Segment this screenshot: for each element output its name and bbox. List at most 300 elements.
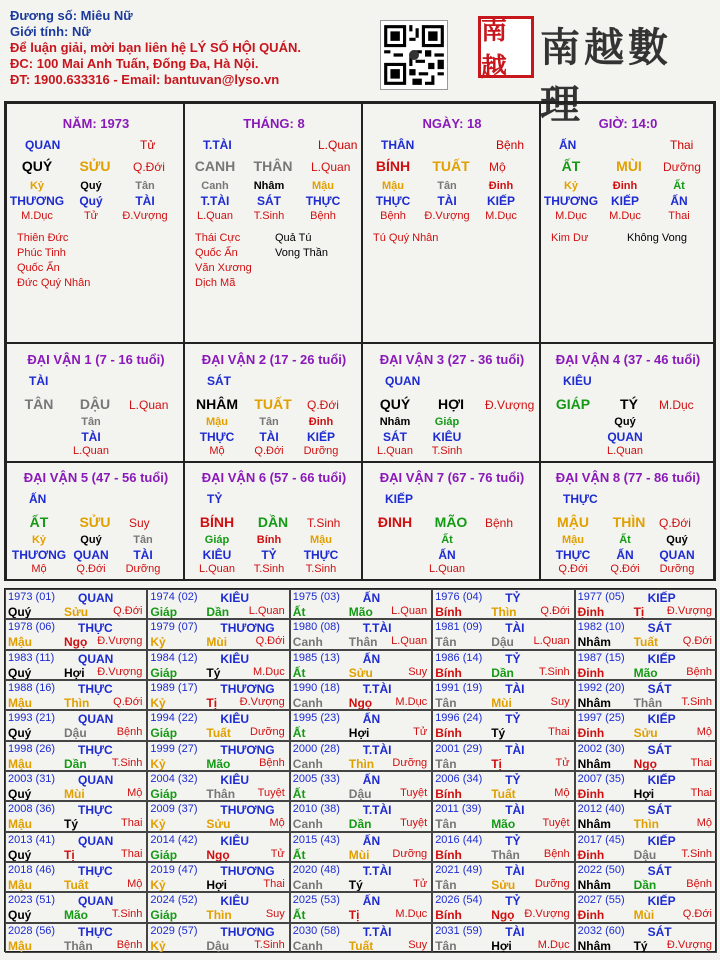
year-cell <box>575 892 717 922</box>
hidden-stem: Quý <box>666 534 688 546</box>
year-branch: Ngọ <box>64 635 88 650</box>
year-stem: Ất <box>292 908 306 923</box>
hidden-status: M.Dục <box>485 210 517 222</box>
pillar-branch: THÂN <box>253 158 293 174</box>
hidden-god: SÁT <box>383 430 407 444</box>
luck-rel: Suy <box>129 516 150 530</box>
hidden-god: SÁT <box>257 194 281 208</box>
year-status: T.Sinh <box>111 756 143 769</box>
year-cell <box>5 710 147 740</box>
year-status: Mộ <box>127 786 143 799</box>
year-god: TỶ <box>505 591 521 605</box>
year-cell <box>432 801 574 831</box>
hidden-stem: Nhâm <box>379 416 411 428</box>
year-cell <box>575 832 717 862</box>
year-status: Tử <box>270 847 285 860</box>
pillar-status: Tử <box>140 138 156 152</box>
year-status: Đ.Vượng <box>524 908 570 921</box>
year-god: THƯƠNG <box>220 924 275 939</box>
year-branch: Tuất <box>206 726 231 741</box>
year-god: THƯƠNG <box>220 863 275 878</box>
year-god: QUAN <box>78 894 114 909</box>
pillar-title: THÁNG: 8 <box>243 116 305 131</box>
year-status: Suy <box>265 908 285 921</box>
year-stem: Kỷ <box>150 635 166 650</box>
hidden-god: THỰC <box>375 194 411 208</box>
luck-pillar-5 <box>6 461 184 581</box>
year-cell <box>290 923 432 953</box>
hidden-status: Bệnh <box>310 210 336 222</box>
hidden-status: T.Sinh <box>253 563 285 575</box>
year-stem: Bính <box>435 786 462 801</box>
hidden-stem: Quý <box>80 534 102 546</box>
luck-stem: MẬU <box>557 514 589 530</box>
hidden-god: THƯƠNG <box>543 194 599 208</box>
year-god: TỶ <box>505 894 521 909</box>
luck-rel: Q.Đới <box>659 516 691 530</box>
year-stem: Đinh <box>577 847 605 862</box>
hidden-stem: Tân <box>133 534 153 546</box>
address-line: ĐC: 100 Mai Anh Tuấn, Đống Đa, Hà Nội. <box>10 56 259 71</box>
year-branch: Hợi <box>491 938 512 953</box>
year-status: T.Sinh <box>254 938 285 951</box>
year-stem: Ất <box>292 726 306 741</box>
pillar-title: GIỜ: 14:0 <box>598 116 658 131</box>
year-status: Đ.Vượng <box>666 605 712 617</box>
year-god: QUAN <box>78 712 114 727</box>
year-label: 1986 (14) <box>435 651 483 664</box>
year-stem: Nhâm <box>577 817 611 832</box>
year-cell <box>147 619 289 649</box>
year-cell <box>147 862 289 892</box>
year-stem: Quý <box>8 665 32 680</box>
year-branch: Tý <box>633 938 648 953</box>
year-cell <box>575 650 717 680</box>
year-label: 1976 (04) <box>435 591 483 603</box>
luck-stem: GIÁP <box>555 396 591 412</box>
hidden-stem: Ất <box>441 534 453 546</box>
year-stem: Tân <box>435 695 457 710</box>
year-cell <box>290 680 432 710</box>
year-branch: Thân <box>633 695 663 710</box>
year-stem: Kỷ <box>150 695 166 710</box>
year-cell <box>290 862 432 892</box>
year-label: 1974 (02) <box>150 591 198 603</box>
pillar-rel: Mộ <box>489 160 506 174</box>
year-stem: Bính <box>435 847 462 862</box>
pillar-1 <box>6 103 184 343</box>
year-branch: Ngọ <box>206 847 230 862</box>
year-status: Thai <box>120 847 143 860</box>
hidden-status: L.Quan <box>198 563 236 575</box>
seal-logo: 南越 <box>478 16 534 78</box>
hidden-god: THỰC <box>199 430 235 444</box>
year-branch: Dần <box>348 817 372 832</box>
hidden-status: Bệnh <box>380 210 406 222</box>
year-stem: Canh <box>292 938 323 953</box>
luck-title: ĐẠI VẬN 5 (47 - 56 tuổi) <box>23 470 169 485</box>
year-label: 2008 (36) <box>8 803 56 816</box>
hidden-status: Dưỡng <box>303 445 339 457</box>
hidden-god: TÀI <box>81 430 101 444</box>
year-stem: Mậu <box>8 635 32 650</box>
luck-branch: THÌN <box>612 514 646 530</box>
year-label: 2032 (60) <box>577 924 625 937</box>
luck-god: SÁT <box>207 374 231 388</box>
hidden-stem: Quý <box>80 180 102 192</box>
year-label: 2025 (53) <box>292 894 340 907</box>
year-stem: Bính <box>435 726 462 741</box>
year-status: Bệnh <box>543 847 570 860</box>
year-status: Đ.Vượng <box>97 635 143 648</box>
year-label: 2022 (50) <box>577 863 625 876</box>
star: Quốc Ấn <box>17 262 60 274</box>
qr-code-icon <box>380 20 448 90</box>
year-branch: Tuất <box>633 635 659 650</box>
luck-stem: ĐINH <box>377 514 413 530</box>
year-cell <box>5 589 147 619</box>
year-cell <box>575 589 717 619</box>
year-god: KIÊU <box>220 651 250 666</box>
luck-title: ĐẠI VẬN 8 (77 - 86 tuổi) <box>555 470 701 485</box>
hidden-stem: Giáp <box>434 416 460 428</box>
year-status: M.Dục <box>537 938 570 951</box>
pillar-status: Thai <box>670 138 694 152</box>
pillar-title: NGÀY: 18 <box>422 116 482 131</box>
star: Quả Tú <box>275 232 312 244</box>
year-label: 2012 (40) <box>577 803 625 816</box>
year-label: 1977 (05) <box>577 591 625 603</box>
year-status: L.Quan <box>391 605 428 617</box>
year-god: T.TÀI <box>362 742 392 757</box>
year-god: KIẾP <box>647 712 676 727</box>
year-label: 2006 (34) <box>435 772 483 785</box>
year-cell <box>575 710 717 740</box>
year-status: T.Sinh <box>681 695 712 708</box>
year-stem: Mậu <box>8 756 32 771</box>
luck-branch: MÃO <box>434 514 468 530</box>
year-branch: Thân <box>206 786 236 801</box>
year-cell <box>5 923 147 953</box>
year-cell <box>432 680 574 710</box>
hidden-stem: Mậu <box>312 180 334 192</box>
hidden-status: Dưỡng <box>125 563 161 575</box>
hidden-status: L.Quan <box>196 210 234 222</box>
year-branch: Sửu <box>64 605 89 619</box>
year-label: 2013 (41) <box>8 833 56 846</box>
year-stem: Đinh <box>577 908 605 923</box>
year-cell <box>290 710 432 740</box>
year-cell <box>432 771 574 801</box>
star: Đức Quý Nhân <box>17 277 91 289</box>
year-god: TỶ <box>505 772 521 787</box>
year-stem: Nhâm <box>577 938 611 953</box>
hidden-status: M.Dục <box>21 210 53 222</box>
year-cell <box>575 680 717 710</box>
year-branch: Tị <box>491 756 502 771</box>
year-cell <box>575 619 717 649</box>
year-status: L.Quan <box>533 635 570 648</box>
year-label: 1984 (12) <box>150 651 198 664</box>
year-status: T.Sinh <box>111 908 143 921</box>
year-stem: Tân <box>435 756 457 771</box>
star: Kim Dư <box>551 232 589 244</box>
year-branch: Mão <box>206 756 231 771</box>
year-god: QUAN <box>78 772 114 787</box>
luck-branch: DẦN <box>257 514 289 530</box>
year-status: Q.Đới <box>113 605 143 617</box>
year-label: 1982 (10) <box>577 621 625 634</box>
hidden-status: M.Dục <box>555 210 587 222</box>
year-god: SÁT <box>647 621 672 636</box>
luck-god: KIẾP <box>385 492 414 506</box>
year-god: KIÊU <box>220 712 250 727</box>
year-stem: Nhâm <box>577 877 611 892</box>
year-god: THƯƠNG <box>220 681 275 696</box>
year-god: T.TÀI <box>362 803 392 818</box>
luck-title: ĐẠI VẬN 7 (67 - 76 tuổi) <box>379 470 525 485</box>
year-status: Suy <box>550 695 570 708</box>
hidden-status: Q.Đới <box>558 563 588 575</box>
hidden-status: L.Quan <box>72 445 110 457</box>
hidden-status: Tử <box>83 210 99 222</box>
year-label: 1990 (18) <box>292 681 340 694</box>
hidden-god: KIẾP <box>610 194 640 208</box>
year-stem: Ất <box>292 605 306 619</box>
hidden-status: Dưỡng <box>659 563 695 575</box>
year-god: THỰC <box>78 621 113 636</box>
hidden-stem: Tân <box>437 180 457 192</box>
year-cell <box>147 680 289 710</box>
hidden-stem: Đinh <box>488 180 514 192</box>
year-stem: Giáp <box>150 605 178 619</box>
year-label: 2030 (58) <box>292 924 340 937</box>
pillar-title: NĂM: 1973 <box>62 116 130 131</box>
gender: Giới tính: Nữ <box>10 24 91 39</box>
year-cell <box>432 710 574 740</box>
year-label: 1988 (16) <box>8 681 56 694</box>
year-stem: Mậu <box>8 695 32 710</box>
year-cell <box>432 923 574 953</box>
year-god: TÀI <box>505 803 525 818</box>
year-label: 1989 (17) <box>150 681 198 694</box>
luck-rel: Q.Đới <box>307 398 339 412</box>
pillar-stem: QUÝ <box>21 158 53 174</box>
year-status: Đ.Vượng <box>239 695 285 708</box>
year-god: T.TÀI <box>362 924 392 939</box>
hidden-stem: Mậu <box>206 416 228 428</box>
year-god: TÀI <box>505 681 525 696</box>
hidden-god: T.TÀI <box>200 194 230 208</box>
year-branch: Thân <box>64 938 93 953</box>
year-label: 2027 (55) <box>577 894 625 907</box>
pillar-2 <box>184 103 362 343</box>
pillar-stem: BÍNH <box>375 158 411 174</box>
year-cell <box>5 650 147 680</box>
luck-title: ĐẠI VẬN 1 (7 - 16 tuổi) <box>27 352 165 367</box>
year-status: Bệnh <box>686 665 712 678</box>
year-stem: Quý <box>8 908 32 923</box>
year-stem: Quý <box>8 726 32 741</box>
hidden-stem: Đinh <box>612 180 638 192</box>
year-branch: Tị <box>206 695 218 710</box>
year-status: Tuyệt <box>400 786 428 799</box>
luck-god: KIÊU <box>563 374 592 388</box>
year-label: 1983 (11) <box>8 651 55 664</box>
year-label: 1998 (26) <box>8 742 56 755</box>
year-stem: Kỷ <box>150 938 166 953</box>
phone-email-line: ĐT: 1900.633316 - Email: bantuvan@lyso.vn <box>10 72 280 87</box>
year-stem: Kỷ <box>150 756 166 771</box>
year-status: Tử <box>413 877 428 890</box>
hidden-stem: Kỷ <box>31 534 47 546</box>
hidden-god: ẤN <box>438 548 456 562</box>
year-branch: Mão <box>633 665 658 680</box>
luck-stem: TÂN <box>24 396 54 412</box>
year-label: 2017 (45) <box>577 833 625 846</box>
pillar-stem: CANH <box>194 158 236 174</box>
year-branch: Hợi <box>348 726 370 741</box>
year-cell <box>5 771 147 801</box>
year-label: 2005 (33) <box>292 772 340 785</box>
hidden-status: Đ.Vượng <box>424 210 470 222</box>
hidden-status: T.Sinh <box>431 445 463 457</box>
hidden-status: M.Dục <box>609 210 641 222</box>
luck-rel: T.Sinh <box>307 516 341 530</box>
year-branch: Tuất <box>491 786 516 801</box>
year-label: 1996 (24) <box>435 712 483 725</box>
year-branch: Hợi <box>206 877 227 892</box>
year-status: Đ.Vượng <box>666 938 712 951</box>
year-label: 2020 (48) <box>292 863 340 876</box>
year-god: TÀI <box>505 863 525 878</box>
year-cell <box>147 923 289 953</box>
year-cell <box>147 710 289 740</box>
year-god: QUAN <box>78 591 114 605</box>
luck-title: ĐẠI VẬN 2 (17 - 26 tuổi) <box>201 352 347 367</box>
year-branch: Mùi <box>64 786 85 801</box>
brand-text: 南越數理 <box>540 24 672 128</box>
year-label: 1999 (27) <box>150 742 198 755</box>
year-branch: Thân <box>491 847 520 862</box>
year-cell <box>432 650 574 680</box>
year-branch: Mùi <box>491 695 512 710</box>
star: Dịch Mã <box>195 277 236 289</box>
hidden-stem: Mậu <box>562 534 584 546</box>
year-cell <box>290 771 432 801</box>
year-branch: Tuất <box>64 877 89 892</box>
year-label: 2011 (39) <box>435 803 482 816</box>
luck-stem: BÍNH <box>199 514 235 530</box>
year-branch: Tý <box>64 817 79 832</box>
hidden-status: L.Quan <box>606 445 644 457</box>
star: Phúc Tinh <box>17 247 66 259</box>
hidden-god: KIẾP <box>486 194 516 208</box>
hidden-status: Mộ <box>209 445 225 457</box>
year-cell <box>290 650 432 680</box>
pillar-4 <box>540 103 714 343</box>
year-stem: Bính <box>435 665 462 680</box>
year-branch: Tị <box>633 605 645 619</box>
year-branch: Mão <box>491 817 516 832</box>
year-status: M.Dục <box>395 695 428 708</box>
year-status: M.Dục <box>395 908 428 921</box>
star: Thái Cực <box>195 232 241 244</box>
year-cell <box>5 862 147 892</box>
hidden-god: TÀI <box>437 194 457 208</box>
year-cell <box>147 832 289 862</box>
luck-god: QUAN <box>385 374 421 388</box>
year-branch: Hợi <box>64 665 85 680</box>
hidden-status: Q.Đới <box>76 563 106 575</box>
year-god: THỰC <box>78 863 113 878</box>
year-stem: Đinh <box>577 605 605 619</box>
luck-rel: Bệnh <box>485 516 514 530</box>
year-branch: Mùi <box>206 635 228 650</box>
year-stem: Canh <box>292 877 323 892</box>
year-status: Bệnh <box>259 756 285 769</box>
year-label: 2018 (46) <box>8 863 56 876</box>
year-god: THỰC <box>78 803 113 818</box>
year-god: T.TÀI <box>362 681 392 696</box>
year-branch: Hợi <box>633 786 655 801</box>
hidden-stem: Quý <box>614 416 636 428</box>
year-branch: Thìn <box>491 605 517 619</box>
year-status: Suy <box>408 938 428 951</box>
luck-god: THỰC <box>563 492 598 506</box>
year-label: 2004 (32) <box>150 772 198 785</box>
luck-pillar-7 <box>362 461 540 581</box>
year-status: Dưỡng <box>392 847 428 860</box>
year-cell <box>147 801 289 831</box>
year-label: 1995 (23) <box>292 712 340 725</box>
year-god: TỶ <box>505 833 521 848</box>
year-god: SÁT <box>647 742 672 757</box>
year-status: L.Quan <box>248 605 285 617</box>
contact-line: Để luận giải, mời bạn liên hệ LÝ SỐ HỘI QUÁN. <box>10 40 301 55</box>
year-branch: Tuất <box>348 938 374 953</box>
year-status: Q.Đới <box>113 695 143 708</box>
year-branch: Tị <box>64 847 75 862</box>
star: Tú Quý Nhân <box>373 232 439 244</box>
year-stem: Ất <box>292 786 306 801</box>
year-branch: Thìn <box>348 756 375 771</box>
year-cell <box>290 741 432 771</box>
year-branch: Sửu <box>206 817 231 832</box>
year-label: 2010 (38) <box>292 803 340 816</box>
year-label: 2023 (51) <box>8 894 56 907</box>
year-branch: Mùi <box>348 847 370 862</box>
luck-title: ĐẠI VẬN 3 (27 - 36 tuổi) <box>379 352 525 367</box>
year-status: Tuyệt <box>400 817 428 830</box>
year-god: SÁT <box>647 803 672 818</box>
year-status: T.Sinh <box>681 847 712 860</box>
year-god: ẤN <box>362 651 381 666</box>
year-stem: Giáp <box>150 908 178 923</box>
year-god: THỰC <box>78 742 113 757</box>
year-label: 2016 (44) <box>435 833 483 846</box>
year-branch: Mão <box>64 908 88 923</box>
pillar-rel: L.Quan <box>311 160 351 174</box>
year-branch: Tị <box>348 908 360 923</box>
year-branch: Thìn <box>633 817 659 832</box>
year-label: 1994 (22) <box>150 712 198 725</box>
year-cell <box>290 801 432 831</box>
year-cell <box>575 801 717 831</box>
luck-god: TỶ <box>207 492 223 506</box>
luck-god: TÀI <box>29 374 49 388</box>
year-cell <box>147 771 289 801</box>
